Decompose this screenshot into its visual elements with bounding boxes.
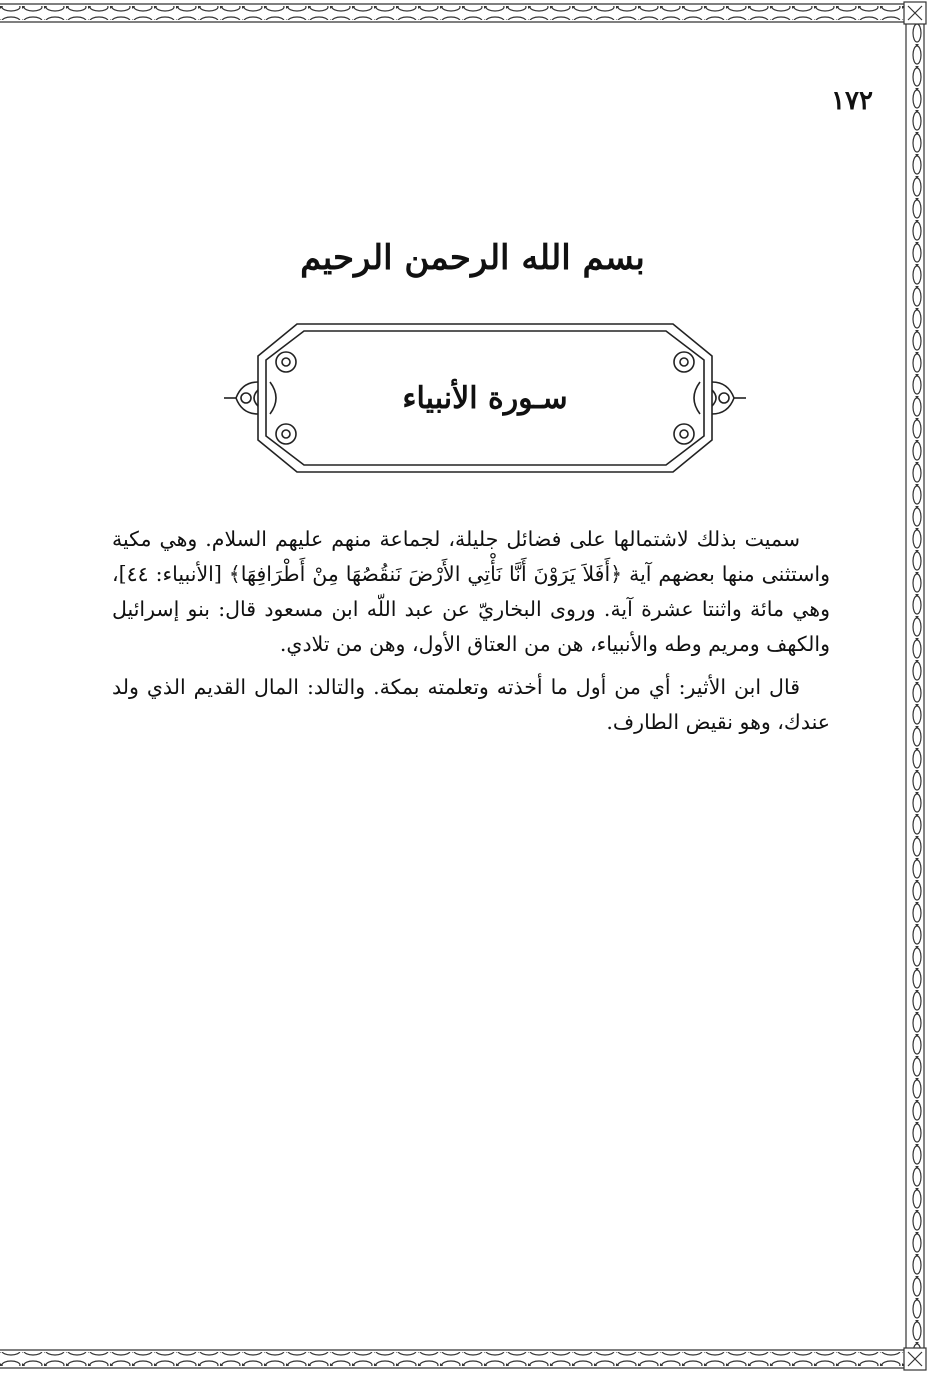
paragraph-ibn-athir-note: قال ابن الأثير: أي من أول ما أخذته وتعلمته بمكة. والتالد: المال القديم الذي ولد عندك، وهو نقيض الطارف. (112, 675, 830, 734)
page-number: ١٧٢ (831, 86, 873, 116)
surah-title: سـورة الأنبياء (402, 380, 568, 416)
basmala-heading: بسم الله الرحمن الرحيم (300, 238, 645, 278)
body-text (112, 522, 830, 748)
paragraph-surah-intro: سميت بذلك لاشتمالها على فضائل جليلة، لجماعة منهم عليهم السلام. وهي مكية واستثنى منها بعضهم آية ﴿أَفَلاَ يَرَوْنَ أَنَّا نَأْتِي الأَرْضَ نَنقُصُهَا مِنْ أَطْرَافِهَا﴾ [الأنبياء: ٤٤]، وهي مائة واثنتا عشرة آية. وروى البخاريّ عن عبد اللّه ابن مسعود قال: بنو إسرائيل والكهف ومريم وطه والأنبياء، هن من العتاق الأول، وهن من تلادي. (112, 527, 830, 656)
